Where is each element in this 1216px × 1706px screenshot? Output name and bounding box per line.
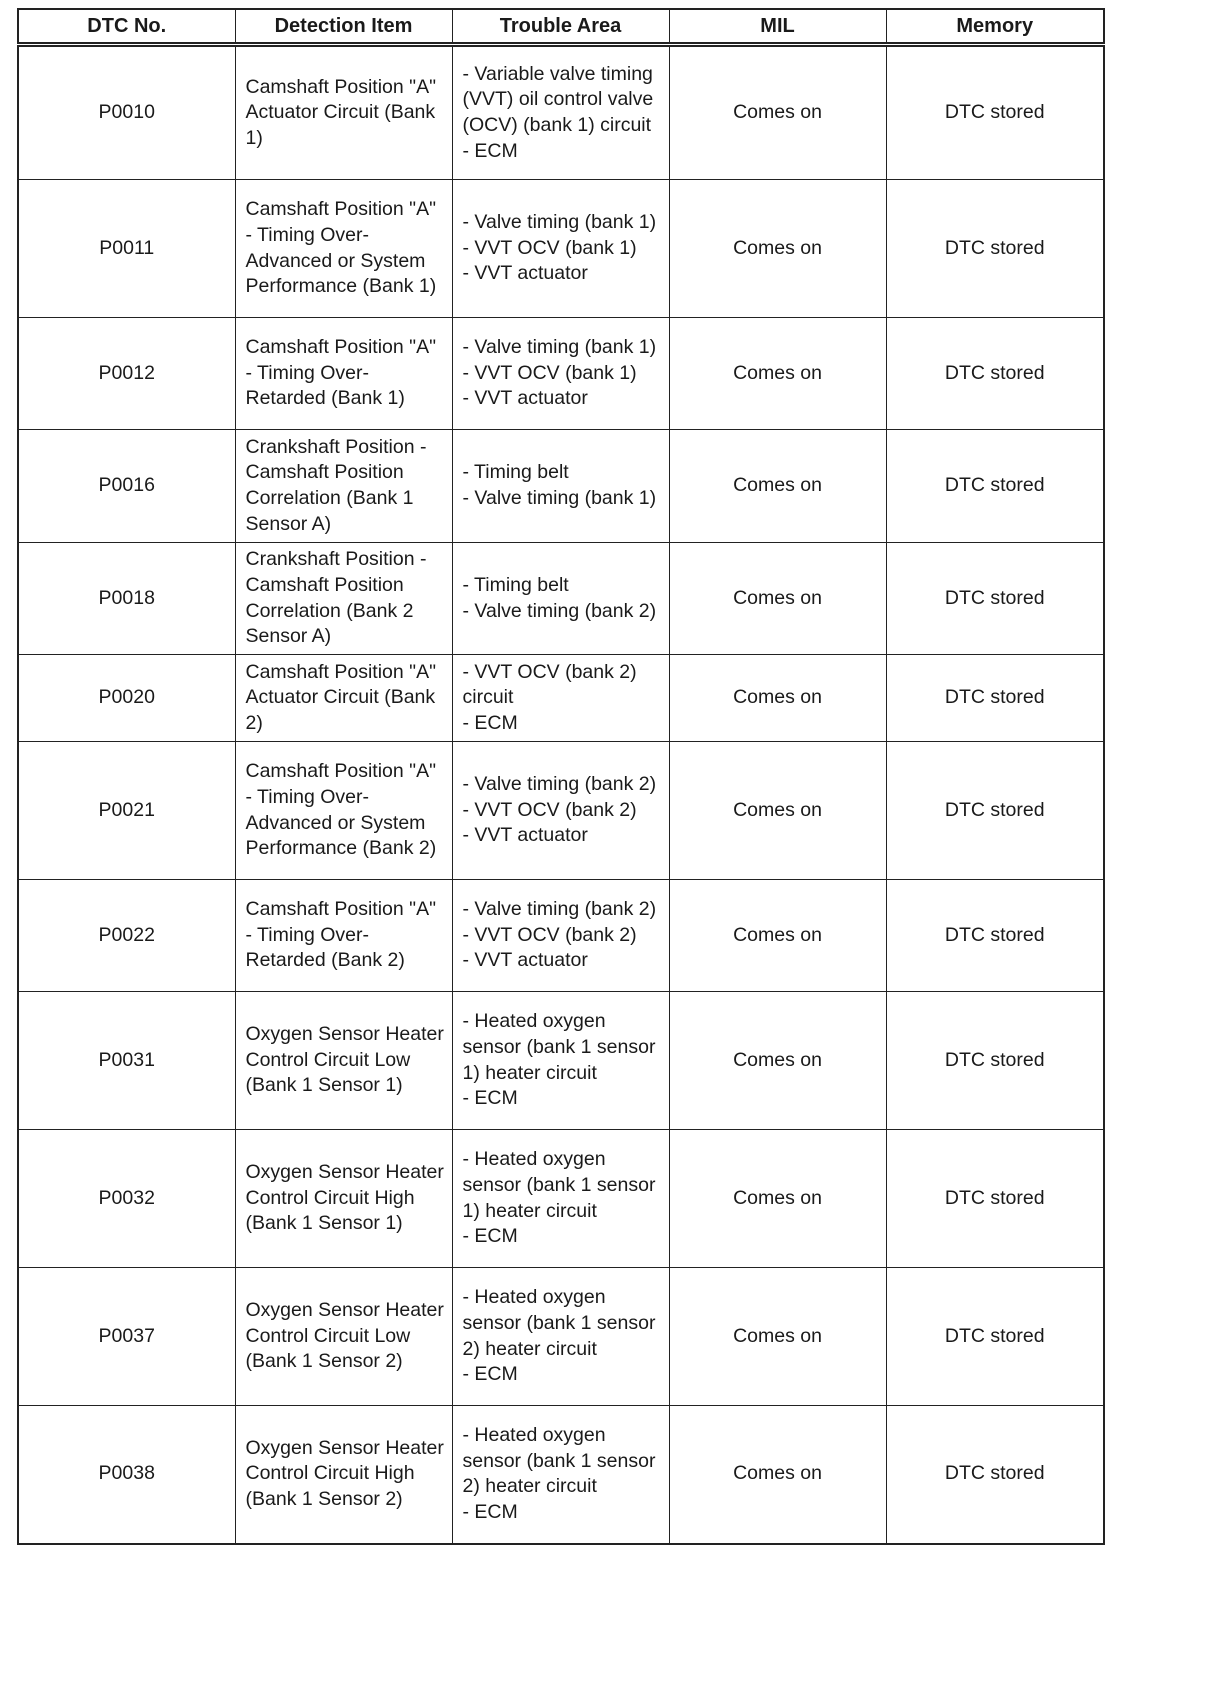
- trouble-area: [452, 1130, 669, 1268]
- header-row: [18, 9, 1104, 45]
- mil-status: Comes on: [669, 543, 886, 655]
- table-row: [18, 1406, 1104, 1544]
- mil-status: Comes on: [669, 430, 886, 543]
- dtc-code: P0022: [18, 880, 235, 992]
- detection-item: Camshaft Position "A" - Timing Over-Advanced or System Performance (Bank 2): [235, 742, 452, 880]
- detection-item: Oxygen Sensor Heater Control Circuit Low (Bank 1 Sensor 1): [235, 992, 452, 1130]
- memory-status: DTC stored: [886, 45, 1104, 180]
- detection-item: Camshaft Position "A" Actuator Circuit (Bank 2): [235, 655, 452, 742]
- trouble-area-line: - VVT OCV (bank 2) circuit: [462, 660, 637, 709]
- trouble-area: [452, 543, 669, 655]
- trouble-area: [452, 880, 669, 992]
- trouble-area-line: - VVT actuator: [462, 387, 588, 410]
- table-row: [18, 543, 1104, 655]
- detection-item: Oxygen Sensor Heater Control Circuit High (Bank 1 Sensor 1): [235, 1130, 452, 1268]
- memory-status: DTC stored: [886, 543, 1104, 655]
- table-row: [18, 992, 1104, 1130]
- trouble-area: [452, 430, 669, 543]
- trouble-area: [452, 655, 669, 742]
- trouble-area-line: - Heated oxygen sensor (bank 1 sensor 2) heater circuit: [462, 1286, 656, 1360]
- trouble-area: [452, 742, 669, 880]
- trouble-area-line: - ECM: [462, 1087, 518, 1110]
- mil-status: Comes on: [669, 180, 886, 318]
- memory-status: DTC stored: [886, 880, 1104, 992]
- dtc-code: P0010: [18, 45, 235, 180]
- dtc-code: P0037: [18, 1268, 235, 1406]
- trouble-area-line: - VVT OCV (bank 1): [462, 361, 637, 384]
- dtc-code: P0018: [18, 543, 235, 655]
- trouble-area-line: - ECM: [462, 1225, 518, 1248]
- trouble-area-line: - Valve timing (bank 1): [462, 487, 657, 509]
- mil-status: Comes on: [669, 1268, 886, 1406]
- trouble-area-line: - Timing belt: [462, 573, 569, 596]
- dtc-code: P0012: [18, 318, 235, 430]
- memory-status: DTC stored: [886, 992, 1104, 1130]
- trouble-area: [452, 1406, 669, 1544]
- table-row: [18, 45, 1104, 180]
- trouble-area-line: - Valve timing (bank 2): [462, 599, 657, 622]
- trouble-area-line: - ECM: [462, 711, 518, 734]
- dtc-code: P0020: [18, 655, 235, 742]
- trouble-area-line: - VVT OCV (bank 2): [462, 923, 637, 946]
- trouble-area: [452, 318, 669, 430]
- detection-item: Crankshaft Position - Camshaft Position Correlation (Bank 2 Sensor A): [235, 543, 452, 655]
- memory-status: DTC stored: [886, 180, 1104, 318]
- table-row: [18, 430, 1104, 543]
- header-memory: Memory: [886, 9, 1104, 45]
- trouble-area-line: - Heated oxygen sensor (bank 1 sensor 1) heater circuit: [462, 1148, 656, 1222]
- mil-status: Comes on: [669, 880, 886, 992]
- trouble-area-line: - Heated oxygen sensor (bank 1 sensor 2) heater circuit: [462, 1424, 656, 1498]
- trouble-area: [452, 45, 669, 180]
- trouble-area-line: - VVT actuator: [462, 949, 588, 972]
- dtc-document: [17, 8, 1103, 1545]
- trouble-area-line: - Heated oxygen sensor (bank 1 sensor 1) heater circuit: [462, 1010, 656, 1084]
- trouble-area-line: - Valve timing (bank 2): [462, 898, 657, 921]
- memory-status: DTC stored: [886, 1130, 1104, 1268]
- table-header: [18, 9, 1104, 45]
- table-row: [18, 742, 1104, 880]
- dtc-table: [17, 8, 1105, 1545]
- dtc-code: P0021: [18, 742, 235, 880]
- trouble-area-line: - ECM: [462, 139, 518, 162]
- table-row: [18, 1268, 1104, 1406]
- trouble-area: [452, 180, 669, 318]
- header-mil: MIL: [669, 9, 886, 45]
- detection-item: Crankshaft Position - Camshaft Position Correlation (Bank 1 Sensor A): [235, 430, 452, 543]
- mil-status: Comes on: [669, 45, 886, 180]
- header-trouble-area: Trouble Area: [452, 9, 669, 45]
- memory-status: DTC stored: [886, 430, 1104, 543]
- trouble-area-line: - Valve timing (bank 1): [462, 211, 657, 234]
- mil-status: Comes on: [669, 318, 886, 430]
- trouble-area-line: - VVT OCV (bank 1): [462, 236, 637, 259]
- dtc-code: P0031: [18, 992, 235, 1130]
- trouble-area-line: - VVT actuator: [462, 824, 588, 847]
- mil-status: Comes on: [669, 1130, 886, 1268]
- trouble-area-line: - Valve timing (bank 2): [462, 773, 657, 796]
- detection-item: Camshaft Position "A" - Timing Over-Advanced or System Performance (Bank 1): [235, 180, 452, 318]
- dtc-code: P0016: [18, 430, 235, 543]
- trouble-area-line: - ECM: [462, 1363, 518, 1386]
- trouble-area: [452, 992, 669, 1130]
- trouble-area-line: - Timing belt: [462, 461, 569, 484]
- table-body: [18, 45, 1104, 1544]
- trouble-area-line: - Valve timing (bank 1): [462, 336, 657, 359]
- detection-item: Oxygen Sensor Heater Control Circuit High (Bank 1 Sensor 2): [235, 1406, 452, 1544]
- memory-status: DTC stored: [886, 1268, 1104, 1406]
- memory-status: DTC stored: [886, 1406, 1104, 1544]
- detection-item: Camshaft Position "A" - Timing Over-Retarded (Bank 2): [235, 880, 452, 992]
- trouble-area-line: - Variable valve timing (VVT) oil control valve (OCV) (bank 1) circuit: [462, 62, 654, 136]
- trouble-area-line: - ECM: [462, 1500, 518, 1523]
- header-dtc-no: DTC No.: [18, 9, 235, 45]
- memory-status: DTC stored: [886, 742, 1104, 880]
- mil-status: Comes on: [669, 992, 886, 1130]
- trouble-area-line: - VVT OCV (bank 2): [462, 798, 637, 821]
- table-row: [18, 880, 1104, 992]
- trouble-area: [452, 1268, 669, 1406]
- table-row: [18, 318, 1104, 430]
- detection-item: Oxygen Sensor Heater Control Circuit Low (Bank 1 Sensor 2): [235, 1268, 452, 1406]
- table-row: [18, 1130, 1104, 1268]
- detection-item: Camshaft Position "A" - Timing Over-Retarded (Bank 1): [235, 318, 452, 430]
- table-row: [18, 655, 1104, 742]
- mil-status: Comes on: [669, 1406, 886, 1544]
- trouble-area-line: - VVT actuator: [462, 262, 588, 285]
- dtc-code: P0038: [18, 1406, 235, 1544]
- mil-status: Comes on: [669, 655, 886, 742]
- mil-status: Comes on: [669, 742, 886, 880]
- table-row: [18, 180, 1104, 318]
- dtc-code: P0032: [18, 1130, 235, 1268]
- detection-item: Camshaft Position "A" Actuator Circuit (Bank 1): [235, 45, 452, 180]
- header-detection-item: Detection Item: [235, 9, 452, 45]
- memory-status: DTC stored: [886, 318, 1104, 430]
- memory-status: DTC stored: [886, 655, 1104, 742]
- dtc-code: P0011: [18, 180, 235, 318]
